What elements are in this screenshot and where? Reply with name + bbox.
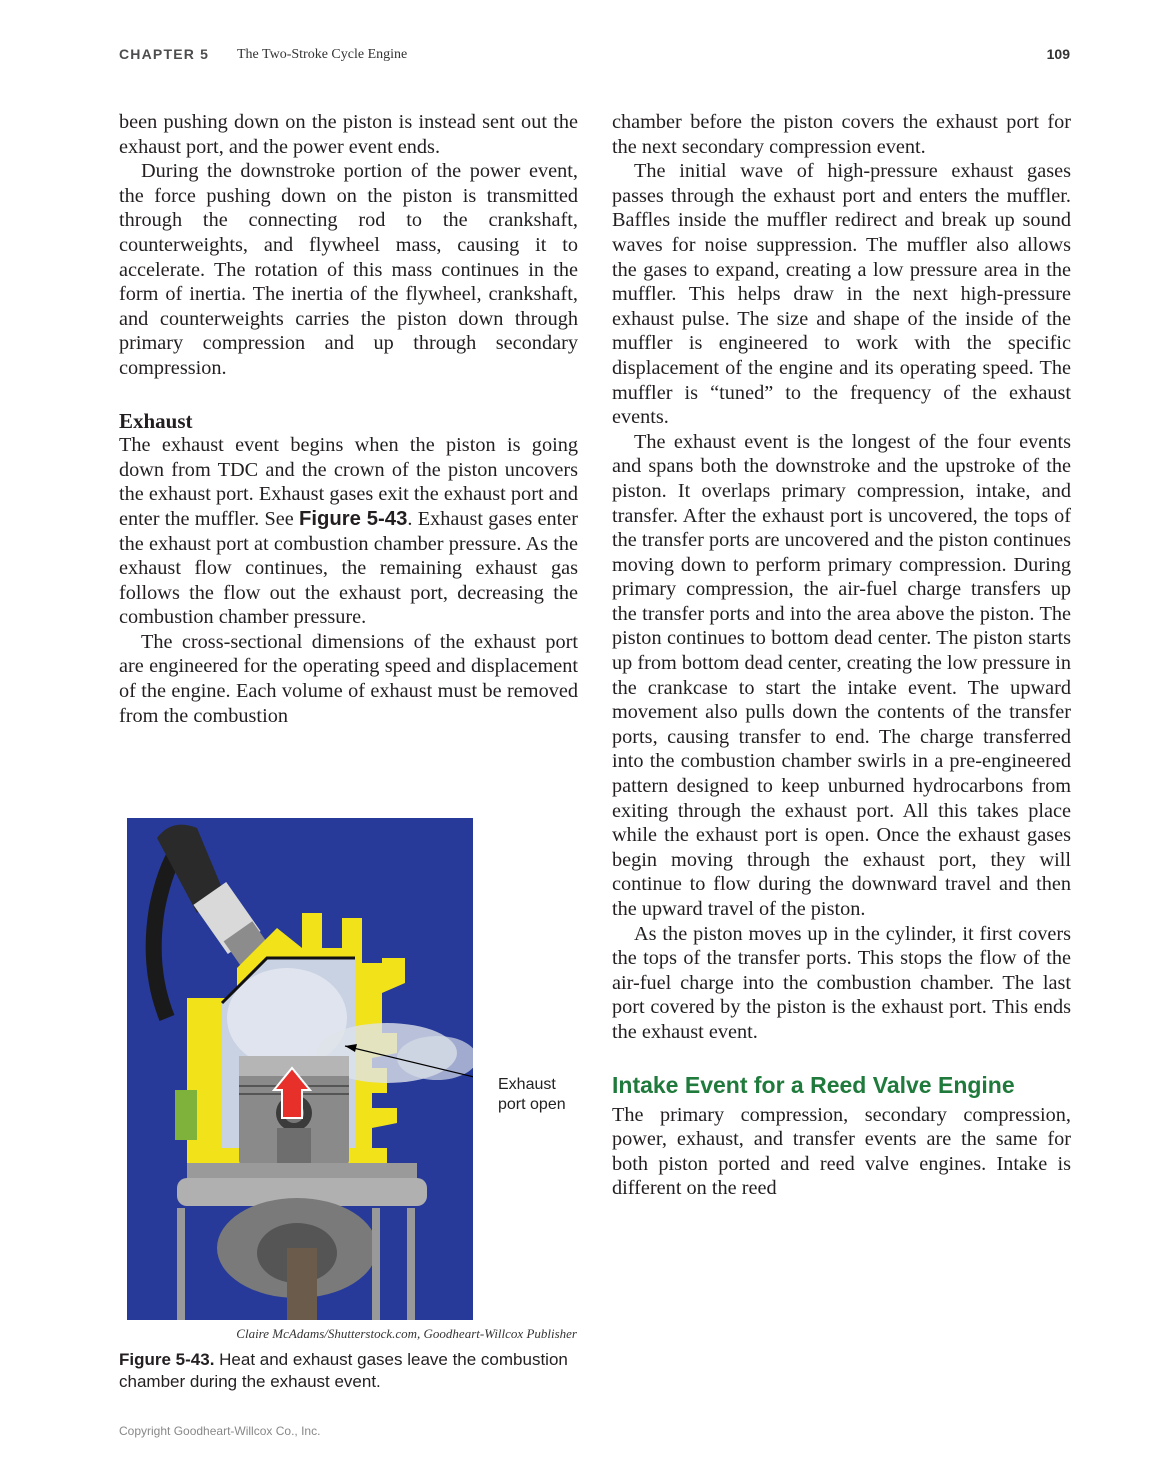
left-column: [119, 110, 578, 728]
copyright-footer: Copyright Goodheart-Willcox Co., Inc.: [119, 1424, 321, 1438]
paragraph: The primary compression, secondary compression, power, exhaust, and transfer events are the same for both piston ported and reed valve engines. Intake is different on the reed: [612, 1103, 1071, 1200]
exhaust-port-callout: [498, 1075, 566, 1115]
page-header: [119, 46, 1070, 68]
caption-label: Figure 5-43.: [119, 1350, 215, 1369]
photo-credit: Claire McAdams/Shutterstock.com, Goodheart-Willcox Publisher: [236, 1326, 577, 1341]
paragraph: been pushing down on the piston is instead sent out the exhaust port, and the power event ends.: [119, 111, 578, 158]
chapter-title: The Two-Stroke Cycle Engine: [237, 47, 408, 62]
figure-caption: [119, 1349, 579, 1393]
paragraph: The initial wave of high-pressure exhaust gases passes through the exhaust port and enters the muffler. Baffles inside the muffler redirect and break up sound waves for noise suppression. The muffler also allows the gases to expand, creating a low pressure area in the muffler. This helps draw in the next high-pressure exhaust pulse. The size and shape of the inside of the muffler is engineered to work with the specific displacement of the engine and its operating speed. The muffler is “tuned” to the frequency of the exhaust events.: [612, 160, 1071, 429]
paragraph: [119, 433, 578, 630]
paragraph: The exhaust event is the longest of the four events and spans both the downstroke and the upstroke of the piston. It overlaps primary compression, intake, and transfer. After the exhaust port is uncovered, the tops of the transfer ports are uncovered and the piston continues moving down to perform primary compression. During primary compression, the air-fuel charge transfers up the transfer ports and into the area above the piston. The piston continues to bottom dead center. The piston starts up from bottom dead center, creating the low pressure in the crankcase to start the intake event. The upward movement also pulls down the contents of the transfer ports, causing transfer to end. The charge transferred into the combustion chamber swirls in a pre-engineered pattern designed to keep unburned hydrocarbons from exiting through the exhaust port. All this takes place while the exhaust port is open. Once the exhaust gases begin moving through the exhaust port, they will continue to flow during the downward travel and then the upward travel of the piston.: [612, 430, 1071, 920]
figure-reference: Figure 5-43: [298, 507, 408, 530]
callout-line: port open: [498, 1096, 566, 1113]
text-run: . Exhaust gases enter the exhaust port at combustion chamber pressure. As the exhaust flow continues, the remaining exhaust gas follows the flow out the exhaust port, decreasing the combustion chamber pressure.: [119, 507, 578, 629]
chapter-label: CHAPTER 5: [119, 46, 210, 62]
section-heading: Intake Event for a Reed Valve Engine: [612, 1071, 1015, 1098]
page-number: 109: [1046, 46, 1070, 62]
right-column: [612, 110, 1071, 1201]
paragraph: During the downstroke portion of the power event, the force pushing down on the piston is transmitted through the connecting rod to the crankshaft, counterweights, and flywheel mass, causing it to accelerate. The rotation of this mass continues in the form of inertia. The inertia of the flywheel, crankshaft, and counterweights carries the piston down through primary compression and up through secondary compression.: [119, 160, 578, 379]
text-run: The exhaust event begins when the piston is going down from TDC and the crown of the piston uncovers the exhaust port. Exhaust gases exit the exhaust port and enter the muffler. See: [119, 434, 578, 530]
engine-cutaway-photo: [127, 818, 473, 1320]
paragraph: As the piston moves up in the cylinder, it first covers the tops of the transfer ports. This stops the flow of the air-fuel charge into the combustion chamber. The last port covered by the piston is the exhaust port. This ends the exhaust event.: [612, 922, 1071, 1043]
exhaust-heading: Exhaust: [119, 408, 193, 433]
paragraph: chamber before the piston covers the exhaust port for the next secondary compression event.: [612, 111, 1071, 158]
caption-text: Heat and exhaust gases leave the combustion chamber during the exhaust event.: [119, 1350, 568, 1391]
callout-line: Exhaust: [498, 1076, 556, 1093]
paragraph: The cross-sectional dimensions of the exhaust port are engineered for the operating speed and displacement of the engine. Each volume of exhaust must be removed from the combustion: [119, 630, 578, 727]
